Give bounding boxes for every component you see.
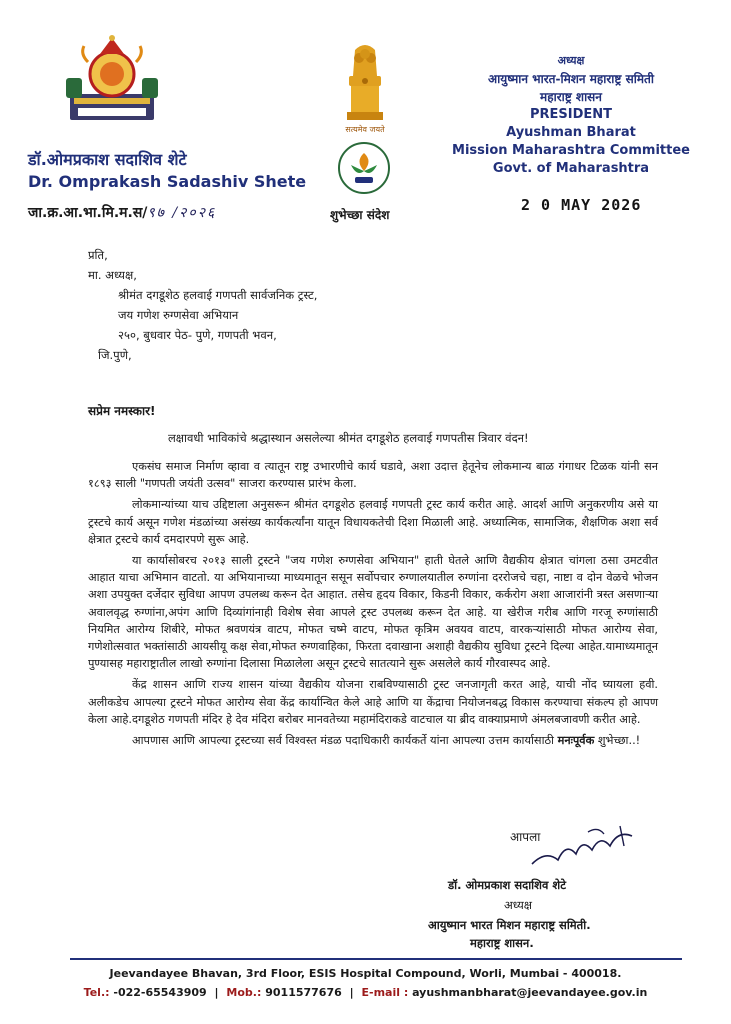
opening-line: लक्षावधी भाविकांचे श्रद्धास्थान असलेल्या श्रीमंत दगडूशेठ हलवाई गणपतीस त्रिवार वंदन! <box>168 431 529 445</box>
signatory-gov: महाराष्ट्र शासन. <box>470 936 534 950</box>
president-line1-english: Ayushman Bharat <box>506 125 636 140</box>
recipient-address <box>88 245 317 365</box>
letter-body <box>88 458 658 749</box>
letter-paragraph: या कार्यासोबरच २०१३ साली ट्रस्टने "जय गणेश रुग्णसेवा अभियान" हाती घेतले आणि वैद्यकीय क्षेत्रात चांगला ठसा उमटवीत आहात याचा अभिमान वाटतो. या अभियानाच्या माध्यमातून ससून सर्वोपचार रुग्णालयातील रुग्णांना दररोजचे चहा, नाष्टा व दोन वेळचे भोजन अशा उपयुक्त दर्जेदार सुविधा आपण उपलब्ध करून देत आहात. तसेच हृदय विकार, किडनी विकार, कर्करोग अशा आजारांनी त्रस्त असणाऱ्या अवालवृद्ध रुग्णांना,अपंग आणि दिव्यांगांनाही विशेष सेवा आपले ट्रस्ट उपलब्ध करून देत आहे. या खेरीज गरीब आणि गरजू रुग्णांसाठी नियमित आरोग्य शिबीरे, मोफत श्रवणयंत्र वाटप, मोफत चष्मे वाटप, मोफत कृत्रिम अवयव वाटप, वारकऱ्यांसाठी मोफत आरोग्य सेवा, गणेशोत्सवात भक्तांसाठी आयसीयू कक्ष सेवा,मोफत रुग्णवाहिका, फिरता दवाखाना अशाही वैद्यकीय सुविधा ट्रस्टने दिल्या आहेत.यामाध्यमातून पुण्यासह महाराष्ट्रातील लाखो रुग्णांना दिलासा मिळालेला असून ट्रस्टचे सातत्याने सुरू असलेले कार्य गौरवास्पद आहे. <box>88 554 658 671</box>
address-line: २५०, बुधवार पेठ- पुणे, गणपती भवन, <box>118 328 277 342</box>
footer-tel-label: Tel.: <box>83 986 110 999</box>
address-line: जि.पुणे, <box>98 348 132 362</box>
ashoka-lion-emblem-icon <box>341 40 389 126</box>
address-line: प्रति, <box>88 248 108 262</box>
letter-paragraph: एकसंघ समाज निर्माण व्हावा व त्यातून राष्ट्र उभारणीचे कार्य घडावे, अशा उदात्त हेतूनेच लोकमान्य बाळ गंगाधर टिळक यांनी सन १८९३ साली "गणपती जयंती उत्सव" साजरा करण्यास प्रारंभ केला. <box>88 460 658 491</box>
footer-separator: | <box>214 986 219 999</box>
closing-wishes: शुभेच्छा..! <box>594 734 641 748</box>
footer-address: Jeevandayee Bhavan, 3rd Floor, ESIS Hospital Compound, Worli, Mumbai - 400018. <box>109 967 622 980</box>
footer-contacts <box>0 986 731 999</box>
reference-prefix: जा.क्र.आ.भा.मि.म.स/ <box>28 205 148 221</box>
handwritten-signature-icon <box>528 820 638 874</box>
footer-email-label: E-mail : <box>361 986 409 999</box>
president-line3-english: Govt. of Maharashtra <box>492 161 650 176</box>
letter-paragraph: केंद्र शासन आणि राज्य शासन यांच्या वैद्यकीय योजना राबविण्यासाठी ट्रस्ट जनजागृती करत आहे, याची नोंद घ्यायला हवी. अलीकडेच आपल्या ट्रस्टने मोफत आरोग्य सेवा केंद्र कार्यान्वित केले आहे आणि या केंद्राचा नियोजनबद्ध विकास करण्याचा संकल्प हो आपण केला आहे.दगडूशेठ गणपती मंदिर हे देव मंदिरा बरोबर मानवतेच्या महामंदिराकडे वाटचाल या ब्रीद वाक्याप्रमाणे अंमलबजावणी करीत आहे. <box>88 678 658 726</box>
salutation: सप्रेम नमस्कार! <box>88 404 156 418</box>
footer-tel: -022-65543909 <box>113 986 207 999</box>
president-title-english: PRESIDENT <box>529 107 613 122</box>
president-block <box>451 52 691 178</box>
reference-number <box>28 203 216 222</box>
reference-handwritten: ९७ /२०२६ <box>147 205 217 221</box>
good-wishes-label: शुभेच्छा संदेश <box>330 208 390 222</box>
letter-paragraph: लोकमान्यांच्या याच उद्दिष्टाला अनुसरून श्रीमंत दगडूशेठ हलवाई गणपती ट्रस्ट कार्य करीत आहे. आदर्श आणि अनुकरणीय असे या ट्रस्टचे कार्य असून गणेश मंडळांच्या असंख्य कार्यकर्त्यांना यातून विधायकतेची दिशा मिळाली आहे. अध्यात्मिक, सामाजिक, शैक्षणिक अशा सर्व क्षेत्रात ट्रस्टचे कार्य दमदारपणे सुरू आहे. <box>88 498 658 546</box>
yours-label: आपला <box>510 830 541 844</box>
address-line: मा. अध्यक्ष, <box>88 268 137 282</box>
president-title-marathi: अध्यक्ष <box>557 54 585 67</box>
president-org-marathi: आयुष्मान भारत-मिशन महाराष्ट्र समिती <box>488 72 654 86</box>
letter-paragraph-closing <box>88 732 658 749</box>
footer-mob: 9011577676 <box>265 986 342 999</box>
footer-email-link[interactable]: ayushmanbharat@jeevandayee.gov.in <box>412 986 648 999</box>
pmjay-logo-icon <box>337 141 391 195</box>
address-line: श्रीमंत दगडूशेठ हलवाई गणपती सार्वजनिक ट्रस्ट, <box>118 288 318 302</box>
signatory-title: अध्यक्ष <box>504 898 533 912</box>
ganpati-trust-emblem-icon <box>62 32 162 128</box>
sender-name-english: Dr. Omprakash Sadashiv Shete <box>28 172 307 191</box>
footer-mob-label: Mob.: <box>226 986 262 999</box>
address-line: जय गणेश रुग्णसेवा अभियान <box>118 308 239 322</box>
date-stamp: 2 0 MAY 2026 <box>521 196 642 214</box>
emblem-motto: सत्यमेव जयते <box>345 125 385 134</box>
closing-text: आपणास आणि आपल्या ट्रस्टच्या सर्व विश्वस्त मंडळ पदाधिकारी कार्यकर्ते यांना आपल्या उत्तम कार्यासाठी <box>132 734 558 748</box>
signatory-name: डॉ. ओमप्रकाश सदाशिव शेटे <box>448 878 566 892</box>
footer-divider <box>70 958 682 960</box>
sender-name-marathi: डॉ.ओमप्रकाश सदाशिव शेटे <box>28 150 187 169</box>
signatory-org: आयुष्मान भारत मिशन महाराष्ट्र समिती. <box>428 918 591 932</box>
closing-emphasis: मनःपूर्वक <box>557 734 595 748</box>
president-gov-marathi: महाराष्ट्र शासन <box>540 90 602 104</box>
president-line2-english: Mission Maharashtra Committee <box>452 143 690 158</box>
footer-separator: | <box>349 986 354 999</box>
